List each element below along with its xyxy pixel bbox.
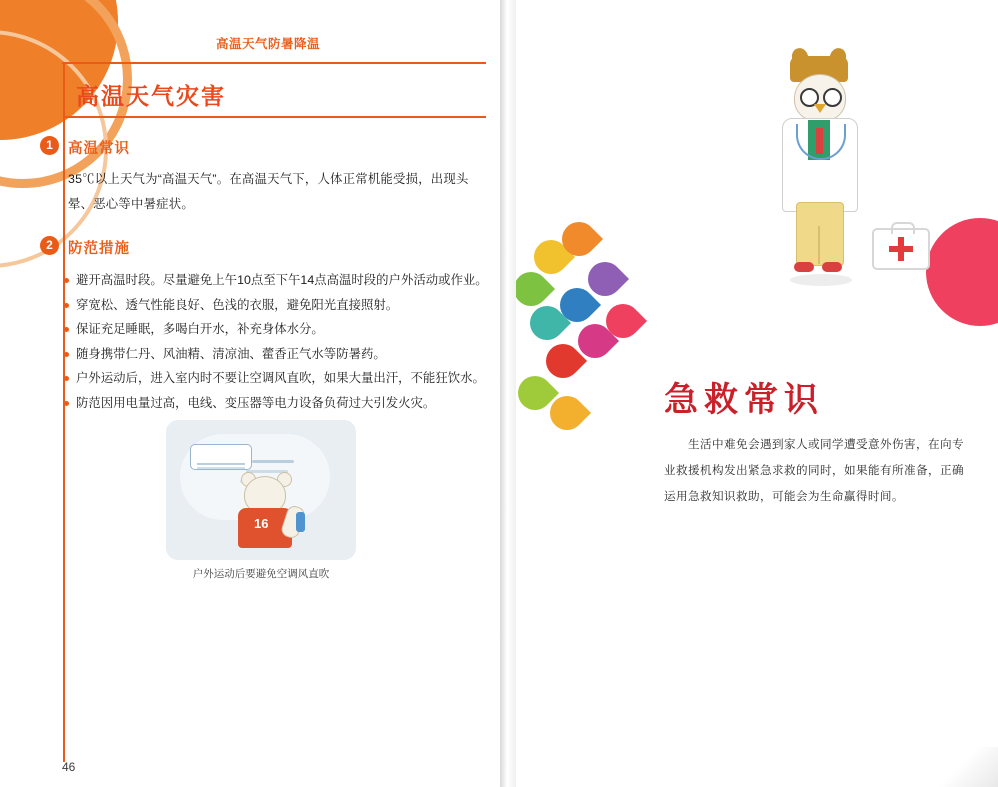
section-2-number: 2 (40, 236, 59, 255)
list-item: 穿宽松、透气性能良好、色浅的衣服，避免阳光直接照射。 (62, 293, 482, 318)
page-title: 高温天气灾害 (76, 84, 226, 109)
wind-stream (252, 460, 294, 463)
illustration-air-conditioner (166, 420, 356, 560)
owl-beak (814, 104, 826, 113)
right-page (516, 0, 998, 787)
header-rule (62, 62, 486, 64)
illustration-caption: 户外运动后要避免空调风直吹 (192, 569, 330, 580)
section-1-line-1: 35℃以上天气为“高温天气”。在高温天气下，人体正常机能受损，出现头 (68, 172, 469, 186)
list-item: 避开高温时段。尽量避免上午10点至下午14点高温时段的户外活动或作业。 (62, 268, 482, 293)
air-conditioner-icon (190, 444, 252, 470)
decorative-petal-large-pink (904, 196, 998, 349)
doctor-leg-divider (818, 226, 820, 264)
book-spine (500, 0, 516, 787)
running-header: 高温天气防暑降温 (215, 37, 320, 51)
list-item: 户外运动后，进入室内时不要让空调风直吹，如果大量出汗，不能狂饮水。 (62, 366, 482, 391)
right-page-paragraph: 生活中难免会遇到家人或同学遭受意外伤害，在向专业救援机构发出紧急求救的同时，如果能有所准备，正确运用急救知识救助，可能会为生命赢得时间。 (664, 438, 964, 503)
water-bottle-icon (296, 512, 305, 532)
section-1-heading: 高温常识 (68, 141, 130, 157)
first-aid-kit-icon (872, 228, 930, 270)
page-corner-shadow (938, 747, 998, 787)
section-1-line-2: 晕、恶心等中暑症状。 (68, 197, 194, 211)
list-item: 保证充足睡眠，多喝白开水，补充身体水分。 (62, 317, 482, 342)
jersey-number: 16 (254, 516, 269, 531)
title-underline (63, 116, 486, 118)
measures-list (62, 268, 488, 415)
list-item: 随身携带仁丹、风油精、清凉油、藿香正气水等防暑药。 (62, 342, 482, 367)
illustration-doctor (766, 56, 886, 326)
red-cross-icon-bar (889, 246, 913, 252)
section-2-heading: 防范措施 (68, 241, 130, 257)
page-number: 46 (62, 760, 76, 774)
doctor-shadow (790, 274, 852, 286)
kit-handle (891, 222, 915, 234)
list-item: 防范因用电量过高，电线、变压器等电力设备负荷过大引发火灾。 (62, 391, 482, 416)
right-page-title: 急救常识 (664, 382, 824, 419)
doctor-shoe-left (794, 262, 814, 272)
doctor-pants (796, 202, 844, 266)
doctor-shoe-right (822, 262, 842, 272)
section-1-number: 1 (40, 136, 59, 155)
